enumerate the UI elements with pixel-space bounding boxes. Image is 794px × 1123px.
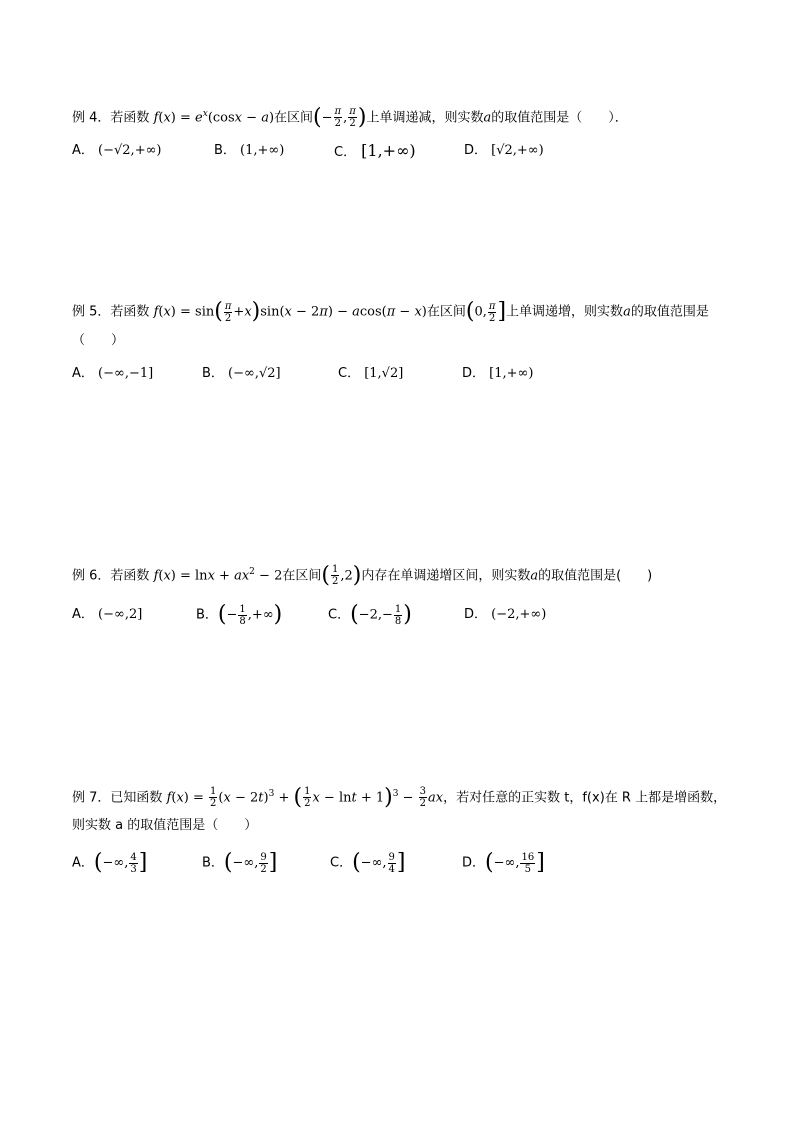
question-stem: 例 6．若函数 $f(x) = \ln x + ax^2 - 2$在区间( $\frac{1}{2}$ ,2)内存在单调递增区间，则实数a的取值范围是( ) [72,562,653,588]
stem-tail: 的取值范围是 [630,304,709,320]
option-d[interactable]: D． (−2,+∞) [464,607,547,623]
fraction: $\frac{1}{2}$ [210,786,217,810]
option-a[interactable]: A． (−∞,−1] [72,365,154,381]
question-stem: 例 7．已知函数 f(x) = $\frac{1}{2}$ $(x - 2t)^3$ + ( $\frac{1}{2}$ x − lnt + 1)$^3$ − $\frac{3}{2}$ ax，若对任意的正实数 t，f(x)在 R 上都是增函数， [72,784,727,810]
fraction: $\frac{1}{2}$ [331,564,339,588]
fraction: $\frac{\pi}{2}$ [488,300,496,324]
fraction: $\frac{\pi}{2}$ [349,106,356,130]
option-b[interactable]: B．(−∞, $\frac{9}{2}$ ] [202,850,278,876]
example-6 [72,558,732,630]
option-d[interactable]: D．(−∞, $\frac{16}{5}$ ] [462,850,545,876]
variable-a: a [530,568,539,584]
example-7 [72,780,732,878]
question-number: 例 7． [72,790,111,806]
stem-suffix: 上单调递减，则实数 [366,110,484,126]
interval-text: 在区间 [282,568,322,584]
question-stem: 例 4．若函数 $f(x) = e^x(\cos x - a)$在区间(− $\frac{\pi}{2}$ , $\frac{\pi}{2}$ )上单调递减，则实数a的取值范围是（ ）． [72,104,628,130]
question-number: 例 6． [72,568,111,584]
variable-a: a [623,304,631,320]
option-b[interactable]: B． (−∞,√2] [202,365,281,381]
fraction: $\frac{1}{2}$ [304,786,311,810]
interval-text: 在区间 [274,110,314,126]
stem-prefix: 已知函数 [110,790,163,806]
option-c[interactable]: C． [1,+∞) [334,141,416,161]
interval-text: 在区间 [426,304,466,320]
option-d[interactable]: D． [√2,+∞) [464,143,544,159]
option-c[interactable]: C． [1,√2] [338,365,404,381]
fraction: $\frac{3}{2}$ [419,786,427,810]
question-number: 例 5． [72,304,111,320]
function-expression: f [153,110,159,126]
stem-continuation: （ ） [72,332,125,348]
question-number: 例 4． [72,110,111,126]
option-a[interactable]: A． (−√2,+∞) [72,143,162,159]
option-b[interactable]: B．(− $\frac{1}{8}$ ,+∞) [196,602,283,628]
stem-prefix: 若函数 [110,568,150,584]
stem-continuation: 则实数 a 的取值范围是（ ） [72,818,258,834]
example-5 [72,298,732,389]
question-stem: 例 5．若函数 f(x) = sin( $\frac{\pi}{2}$ +x)sin(x − 2π) − acos(π − x)在区间(0, $\frac{\pi}{2}$ ]上单调递增，则实数a的取值范围是 [72,299,709,324]
option-c[interactable]: C．(−2,− $\frac{1}{8}$ ) [328,602,412,628]
options-row [72,136,732,166]
option-a[interactable]: A．(−∞, $\frac{4}{3}$ ] [72,850,148,876]
fraction: $\frac{\pi}{2}$ [334,106,342,130]
stem-suffix: 上单调递增，则实数 [506,304,624,320]
option-c[interactable]: C．(−∞, $\frac{9}{4}$ ] [330,850,406,876]
option-a[interactable]: A． (−∞,2] [72,607,143,623]
stem-suffix: ，若对任意的正实数 t，f(x)在 R 上都是增函数， [443,790,727,806]
example-4 [72,100,732,166]
stem-prefix: 若函数 [110,110,150,126]
options-row [72,600,732,630]
stem-tail: 的取值范围是（ ）． [491,110,628,126]
options-row [72,359,732,389]
variable-a: a [483,110,492,126]
stem-tail: 的取值范围是( ) [538,568,653,584]
options-row [72,848,732,878]
option-d[interactable]: D． [1,+∞) [462,365,534,381]
fraction: $\frac{\pi}{2}$ [224,300,232,324]
stem-suffix: 内存在单调递增区间，则实数 [361,568,531,584]
stem-prefix: 若函数 [110,304,150,320]
option-b[interactable]: B． (1,+∞) [214,143,285,159]
